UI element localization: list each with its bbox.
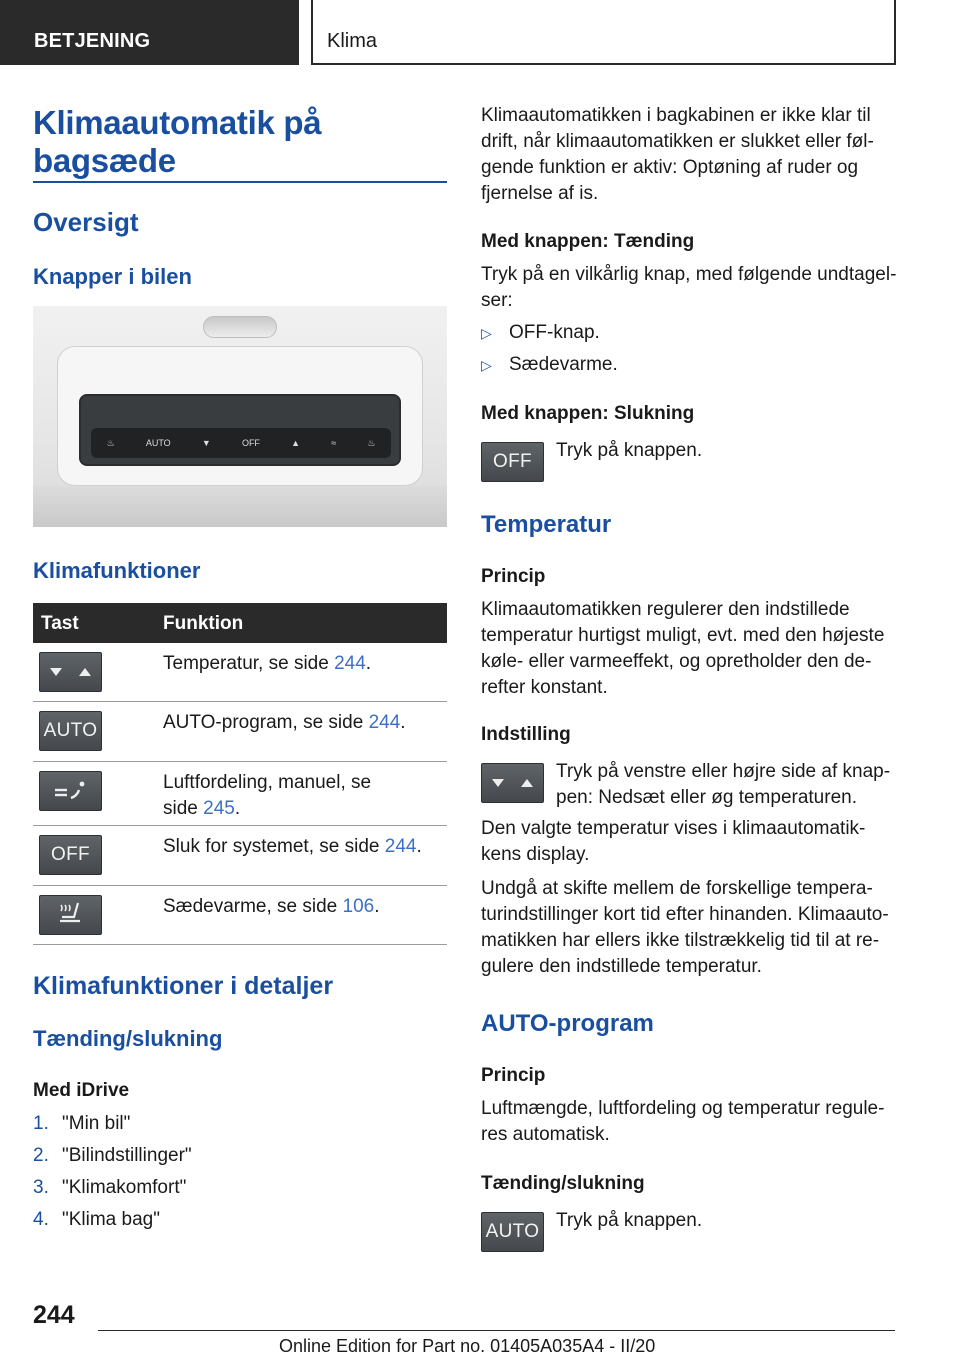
list-item: ▷ Sædevarme. xyxy=(481,349,618,381)
avoid-text: Undgå at skifte mellem de forskellige tempera- turindstillinger kort tid efter hinanden. Klimaauto- matikken har ellers ikke tilstrækkelig tid til at re- gulere den indstillede temperatur. xyxy=(481,878,889,977)
list-item: 2. "Bilindstillinger" xyxy=(33,1145,192,1166)
control-panel-photo xyxy=(33,306,447,527)
auto-text: Tryk på knappen. xyxy=(556,1210,703,1231)
col-key: Tast xyxy=(41,613,79,634)
heading-details: Klimafunktioner i detaljer xyxy=(33,972,334,1000)
photo-auto-label: AUTO xyxy=(145,438,171,448)
exceptions-list xyxy=(481,317,618,381)
triangle-bullet-icon: ▷ xyxy=(481,357,492,373)
list-item: ▷ OFF-knap. xyxy=(481,317,618,349)
button-on-text: Tryk på en vilkårlig knap, med følgende undtagel- ser: xyxy=(481,264,897,311)
heading-principle-2: Princip xyxy=(481,1065,546,1086)
heading-button-off: Med knappen: Slukning xyxy=(481,403,695,424)
heading-overview: Oversigt xyxy=(33,207,139,237)
arrow-down-icon xyxy=(492,779,504,787)
photo-seat-heat-icon: ♨ xyxy=(106,437,115,448)
seat-heating-glyph xyxy=(56,901,86,929)
air-distribution-icon xyxy=(39,771,102,811)
panel-button-row xyxy=(91,428,391,458)
photo-up-icon: ▲ xyxy=(291,438,301,448)
arrow-down-icon xyxy=(50,668,62,676)
page-link[interactable]: 244 xyxy=(368,712,401,733)
row-text: Sluk for systemet, se side 244. xyxy=(163,836,422,857)
row-text: Temperatur, se side 244. xyxy=(163,653,372,674)
temperature-principle: Klimaautomatikken regulerer den indstillede temperatur hurtigst muligt, evt. med den højeste køle- eller varmeeffekt, og opretholder den de- refter konstant. xyxy=(481,599,885,698)
heading-functions: Klimafunktioner xyxy=(33,558,201,583)
header-section: BETJENING xyxy=(34,30,151,52)
list-item: 4. "Klima bag" xyxy=(33,1209,160,1230)
intro-paragraph: Klimaautomatikken i bagkabinen er ikke klar til drift, når klimaautomatikken er slukket eller føl- gende funktion er aktiv: Optøning af ruder og fjernelse af is. xyxy=(481,105,874,204)
temperature-arrows-icon xyxy=(481,763,544,803)
header-section-tab xyxy=(0,0,299,65)
header-chapter: Klima xyxy=(327,30,378,52)
page-link[interactable]: 244 xyxy=(334,653,366,674)
footer-rule xyxy=(98,1330,895,1331)
page-link[interactable]: 106 xyxy=(342,896,375,917)
table-row xyxy=(33,826,447,886)
table-row xyxy=(33,702,447,762)
photo-shadow xyxy=(33,486,447,527)
row-text: Sædevarme, se side 106. xyxy=(163,896,380,917)
heading-buttons: Knapper i bilen xyxy=(33,264,192,289)
arrow-up-icon xyxy=(79,668,91,676)
photo-down-icon: ▼ xyxy=(201,438,211,448)
footer-edition: Online Edition for Part no. 01405A035A4 - II/20 xyxy=(279,1336,656,1356)
heading-principle: Princip xyxy=(481,566,546,587)
row-text: AUTO-program, se side 244. xyxy=(163,712,406,733)
heading-onoff-2: Tænding/slukning xyxy=(481,1173,645,1194)
header-chapter-box xyxy=(311,0,896,65)
table-header xyxy=(33,603,447,643)
list-item: 3. "Klimakomfort" xyxy=(33,1177,187,1198)
idrive-steps xyxy=(33,1108,192,1236)
heading-idrive: Med iDrive xyxy=(33,1080,130,1101)
triangle-bullet-icon: ▷ xyxy=(481,325,492,341)
page-title: Klimaautomatik på bagsæde xyxy=(33,104,322,179)
table-row xyxy=(33,643,447,702)
page-link[interactable]: 244 xyxy=(384,836,417,857)
list-item: 1. "Min bil" xyxy=(33,1113,131,1134)
photo-off-label: OFF xyxy=(241,438,260,448)
heading-onoff: Tænding/slukning xyxy=(33,1026,223,1051)
row-text: Luftfordeling, manuel, se side 245. xyxy=(163,772,372,819)
title-rule xyxy=(33,181,447,183)
table-row xyxy=(33,886,447,945)
arrow-up-icon xyxy=(521,779,533,787)
auto-button-icon: AUTO xyxy=(481,1212,544,1252)
heading-temperature: Temperatur xyxy=(481,511,612,538)
page-number: 244 xyxy=(33,1301,75,1329)
functions-table xyxy=(33,603,447,945)
seat-heating-icon xyxy=(39,895,102,935)
off-text: Tryk på knappen. xyxy=(556,440,703,461)
off-button-icon: OFF xyxy=(481,442,544,482)
display-text: Den valgte temperatur vises i klimaautomatik- kens display. xyxy=(481,818,866,865)
page-link[interactable]: 245 xyxy=(203,798,235,819)
col-function: Funktion xyxy=(163,613,244,634)
setting-text: Tryk på venstre eller højre side af knap- pen: Nedsæt eller øg temperaturen. xyxy=(556,761,891,808)
photo-seat-heat-icon-right: ♨ xyxy=(367,437,376,448)
heading-setting: Indstilling xyxy=(481,724,571,745)
heading-auto-program: AUTO-program xyxy=(481,1010,654,1037)
table-row xyxy=(33,762,447,826)
heading-button-on: Med knappen: Tænding xyxy=(481,231,695,252)
ceiling-vent xyxy=(203,316,277,338)
temperature-arrows-icon xyxy=(39,652,102,692)
photo-air-icon: ≈ xyxy=(331,438,337,448)
air-distribution-glyph xyxy=(53,780,89,802)
off-button-icon: OFF xyxy=(39,835,102,875)
auto-principle: Luftmængde, luftfordeling og temperatur regule- res automatisk. xyxy=(481,1098,885,1145)
auto-button-icon: AUTO xyxy=(39,711,102,751)
